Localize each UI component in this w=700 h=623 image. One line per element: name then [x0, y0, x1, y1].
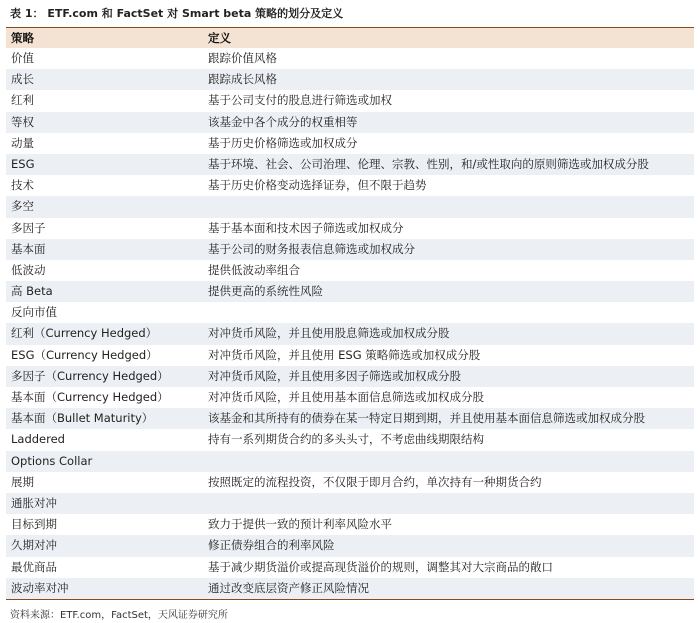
- strategy-cell: 波动率对冲: [11, 580, 69, 595]
- definition-cell: [208, 493, 694, 514]
- strategy-cell: 高 Beta: [11, 284, 53, 299]
- definition-cell: [208, 302, 694, 323]
- column-header-strategy: 策略: [11, 31, 34, 45]
- table-row: [6, 578, 694, 599]
- strategy-cell: Laddered: [11, 432, 65, 447]
- table-row: [6, 535, 694, 556]
- definition-cell: [208, 196, 694, 217]
- definition-cell: 该基金中各个成分的权重相等: [208, 114, 358, 129]
- definition-cell: 修正债券组合的利率风险: [208, 538, 335, 553]
- strategy-cell: 目标到期: [11, 517, 57, 532]
- definition-cell: 通过改变底层资产修正风险情况: [208, 580, 369, 595]
- table-row: [6, 239, 694, 260]
- strategy-cell: ESG: [11, 156, 35, 171]
- table-row: [6, 302, 694, 323]
- strategy-cell: 成长: [11, 72, 34, 87]
- definition-cell: 按照既定的流程投资，不仅限于即月合约，单次持有一种期货合约: [208, 474, 542, 489]
- strategy-cell: ESG（Currency Hedged）: [11, 347, 158, 362]
- strategy-cell: 等权: [11, 114, 34, 129]
- definition-cell: 对冲货币风险，并且使用基本面信息筛选或加权成分股: [208, 390, 484, 404]
- table-row: [6, 154, 694, 175]
- definition-cell: 对冲货币风险，并且使用 ESG 策略筛选或加权成分股: [208, 347, 481, 362]
- definition-cell: [208, 451, 694, 472]
- strategy-cell: 价值: [11, 51, 34, 65]
- table-body: [6, 48, 694, 599]
- table-row: [6, 218, 694, 239]
- table-row: [6, 323, 694, 344]
- strategy-cell: 基本面: [11, 241, 46, 256]
- definition-cell: 基于历史价格筛选或加权成分: [208, 135, 358, 150]
- strategy-cell: Options Collar: [11, 453, 93, 468]
- definition-cell: 基于历史价格变动选择证券，但不限于趋势: [208, 178, 427, 193]
- strategy-cell: 基本面（Bullet Maturity）: [11, 411, 154, 426]
- strategy-table: [6, 27, 694, 600]
- strategy-cell: 多因子: [11, 220, 46, 235]
- table-title: 表 1： ETF.com 和 FactSet 对 Smart beta 策略的划分及定义: [10, 7, 344, 20]
- table-bottom-rule: [6, 599, 694, 600]
- table-row: [6, 112, 694, 133]
- definition-cell: 致力于提供一致的预计利率风险水平: [208, 517, 392, 532]
- strategy-cell: 多因子（Currency Hedged）: [11, 368, 169, 383]
- strategy-cell: 技术: [11, 178, 34, 193]
- definition-cell: 基于减少期货溢价或提高现货溢价的规则，调整其对大宗商品的敞口: [208, 559, 553, 574]
- column-header-definition: 定义: [208, 31, 231, 45]
- definition-cell: 提供更高的系统性风险: [208, 284, 323, 299]
- table-row: [6, 345, 694, 366]
- strategy-cell: 红利: [11, 93, 34, 108]
- definition-cell: 持有一系列期货合约的多头头寸，不考虑曲线期限结构: [208, 432, 484, 447]
- table-row: [6, 48, 694, 69]
- strategy-cell: 久期对冲: [11, 538, 57, 553]
- table-row: [6, 387, 694, 408]
- strategy-cell: 红利（Currency Hedged）: [11, 326, 158, 341]
- table-row: [6, 557, 694, 578]
- table-row: [6, 366, 694, 387]
- source-note: 资料来源：ETF.com，FactSet，天风证券研究所: [10, 610, 228, 621]
- strategy-cell: 展期: [11, 474, 34, 489]
- definition-cell: 对冲货币风险，并且使用多因子筛选或加权成分股: [208, 368, 461, 383]
- definition-cell: 基于公司的财务报表信息筛选或加权成分: [208, 241, 415, 256]
- table-row: [6, 90, 694, 111]
- definition-cell: 跟踪价值风格: [208, 51, 277, 65]
- strategy-cell: 动量: [11, 135, 34, 150]
- strategy-cell: 最优商品: [11, 559, 57, 574]
- table-row: [6, 429, 694, 450]
- table-row: [6, 196, 694, 217]
- table-header-row: [6, 28, 694, 48]
- definition-cell: 对冲货币风险，并且使用股息筛选或加权成分股: [208, 326, 450, 341]
- definition-cell: 基于基本面和技术因子筛选或加权成分: [208, 220, 404, 235]
- strategy-cell: 基本面（Currency Hedged）: [11, 390, 169, 404]
- table-row: [6, 408, 694, 429]
- table-row: [6, 260, 694, 281]
- table-row: [6, 133, 694, 154]
- table-row: [6, 69, 694, 90]
- strategy-cell: 低波动: [11, 262, 46, 277]
- table-row: [6, 175, 694, 196]
- definition-cell: 跟踪成长风格: [208, 72, 277, 87]
- strategy-cell: 反向市值: [11, 305, 57, 320]
- strategy-cell: 多空: [11, 199, 34, 214]
- table-row: [6, 472, 694, 493]
- table-row: [6, 281, 694, 302]
- strategy-cell: 通胀对冲: [11, 495, 57, 510]
- definition-cell: 提供低波动率组合: [208, 262, 300, 277]
- definition-cell: 基于公司支付的股息进行筛选或加权: [208, 93, 392, 108]
- table-row: [6, 493, 694, 514]
- definition-cell: 基于环境、社会、公司治理、伦理、宗教、性别，和/或性取向的原则筛选或加权成分股: [208, 156, 649, 171]
- table-row: [6, 451, 694, 472]
- table-row: [6, 514, 694, 535]
- definition-cell: 该基金和其所持有的债券在某一特定日期到期，并且使用基本面信息筛选或加权成分股: [208, 411, 645, 426]
